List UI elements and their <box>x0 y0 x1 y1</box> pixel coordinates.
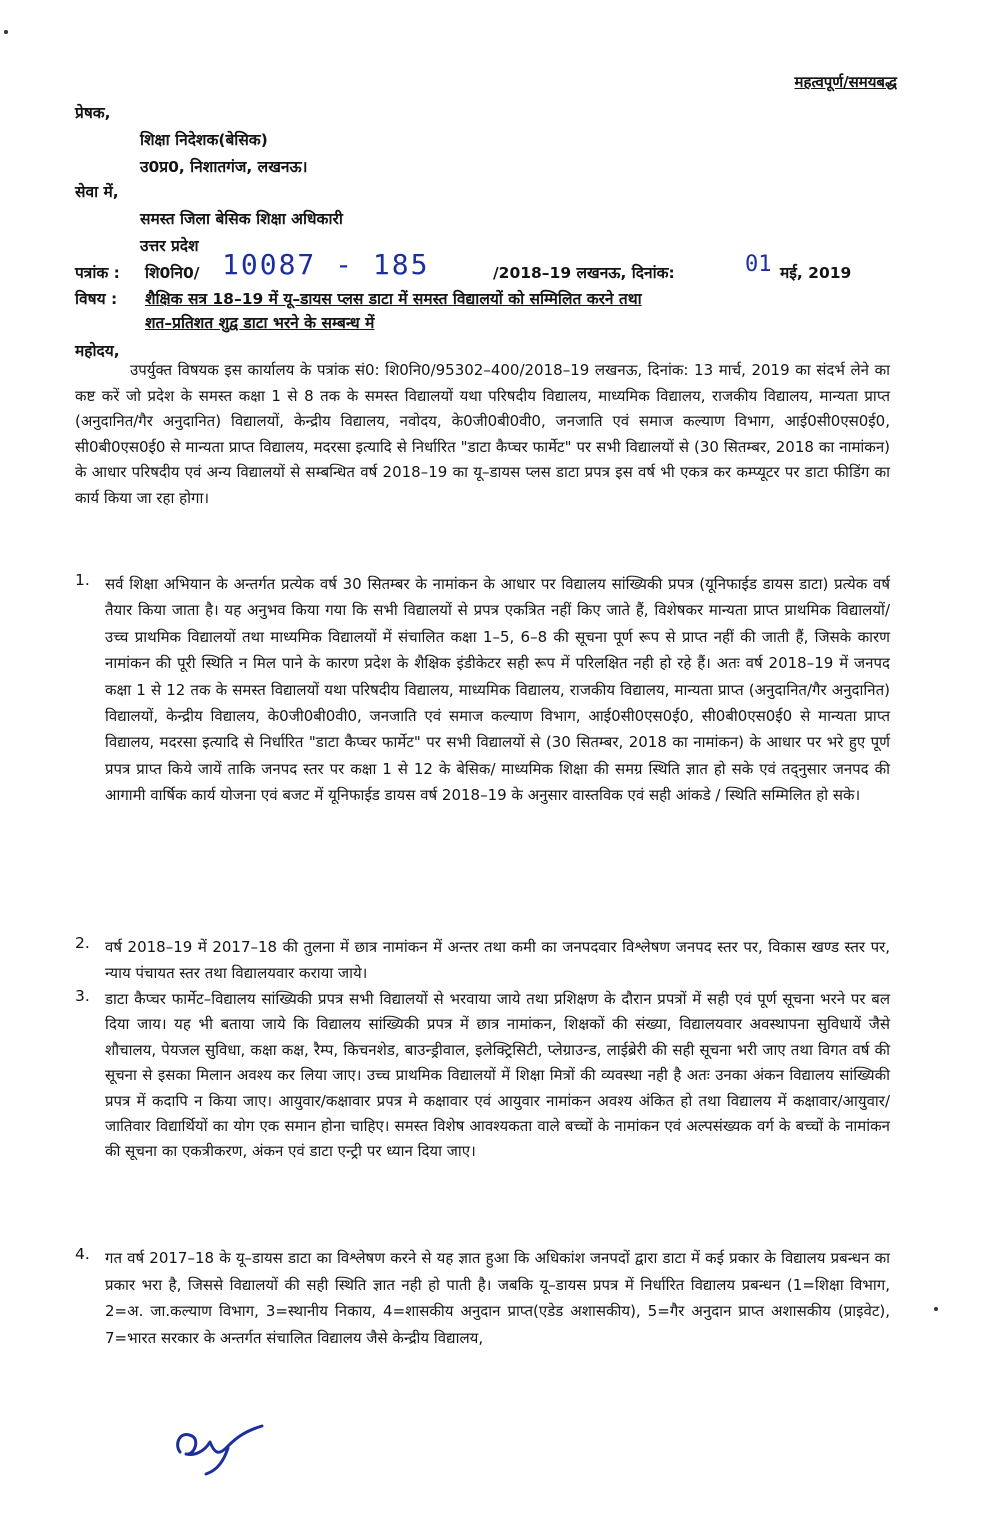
salutation: महोदय, <box>75 342 120 360</box>
reference-date: मई, 2019 <box>780 264 852 282</box>
handwritten-date-day: 01 <box>745 252 772 277</box>
point-text: गत वर्ष 2017–18 के यू–डायस डाटा का विश्लेषण करने से यह ज्ञात हुआ कि अधिकांश जनपदों द्वारा डाटा में कई प्रकार के विद्यालय प्रबन्धन का प्रकार भरा है, जिससे विद्यालयों की सही स्थिति ज्ञात नही हो पाती है। जबकि यू–डायस प्रपत्र में निर्धारित विद्यालय प्रबन्धन (1=शिक्षा विभाग, 2=अ. जा.कल्याण विभाग, 3=स्थानीय निकाय, 4=शासकीय अनुदान प्राप्त(एडेड अशासकीय), 5=गैर अनुदान प्राप्त अशासकीय (प्राइवेट), 7=भारत सरकार के अन्तर्गत संचालित विद्यालय जैसे केन्द्रीय विद्यालय, <box>105 1249 890 1347</box>
point-text: डाटा कैप्चर फार्मेट–विद्यालय सांख्यिकी प्रपत्र सभी विद्यालयों से भरवाया जाये तथा प्रशिक्षण के दौरान प्रपत्रों में सही एवं पूर्ण सूचना भरने पर बल दिया जाय। यह भी बताया जाये कि विद्यालय सांख्यिकी प्रपत्र में छात्र नामांकन, शिक्षकों की संख्या, विद्यालयवार अवस्थापना सुविधायें जैसे शौचालय, पेयजल सुविधा, कक्षा कक्ष, रैम्प, किचनशेड, बाउन्ड्रीवाल, इलेक्ट्रिसिटी, प्लेग्राउन्ड, लाईब्रेरी की सही सूचना भरी जाए तथा विगत वर्ष की सूचना से इसका मिलान अवश्य कर लिया जाए। उच्च प्राथमिक विद्यालयों में शिक्षा मित्रों की व्यवस्था नही है अतः उनका अंकन विद्यालय सांख्यिकी प्रपत्र में कदापि न किया जाए। आयुवार/कक्षावार प्रपत्र मे कक्षावार एवं आयुवार नामांकन अवश्य अंकित हो तथा विद्यालय में कक्षावार/आयुवार/जातिवार विद्यार्थियों का योग एक समान होना चाहिए। समस्त विशेष आवश्यकता वाले बच्चों के नामांकन एवं अल्पसंख्यक वर्ग के बच्चों के नामांकन की सूचना का एकत्रीकरण, अंकन एवं डाटा एन्ट्री पर ध्यान दिया जाए। <box>105 990 890 1161</box>
point-number: 2. <box>75 934 90 952</box>
sender-line-1: शिक्षा निदेशक(बेसिक) <box>140 131 268 149</box>
sender-line-2: उ0प्र0, निशातगंज, लखनऊ। <box>140 158 308 176</box>
scan-speck <box>934 1307 938 1311</box>
subject-label: विषय : <box>75 290 118 308</box>
point-text: सर्व शिक्षा अभियान के अन्तर्गत प्रत्येक वर्ष 30 सितम्बर के नामांकन के आधार पर विद्यालय सांख्यिकी प्रपत्र (यूनिफाईड डायस डाटा) प्रत्येक वर्ष तैयार किया जाता है। यह अनुभव किया गया कि सभी विद्यालयों से प्रपत्र एकत्रित नहीं किए जाते हैं, विशेषकर मान्यता प्राप्त प्राथमिक विद्यालयों/उच्च प्राथमिक विद्यालयों तथा माध्यमिक विद्यालयों में संचालित कक्षा 1–5, 6–8 की सूचना पूर्ण रूप से प्राप्त नहीं की जाती हैं, जिसके कारण नामांकन की पूरी स्थिति न मिल पाने के कारण प्रदेश के शैक्षिक इंडीकेटर सही रूप में परिलक्षित नही हो रहे हैं। अतः वर्ष 2018–19 में जनपद कक्षा 1 से 12 तक के समस्त विद्यालयों यथा परिषदीय विद्यालय, माध्यमिक विद्यालय, राजकीय विद्यालय, मान्यता प्राप्त (अनुदानित/गैर अनुदानित) विद्यालयों, केन्द्रीय विद्यालय, के0जी0बी0वी0, जनजाति एवं समाज कल्याण विभाग, आई0सी0एस0ई0, सी0बी0एस0ई0 से मान्यता प्राप्त विद्यालय, मदरसा इत्यादि से निर्धारित "डाटा कैप्चर फार्मेट" पर सभी विद्यालयों से (30 सितम्बर, 2018 का नामांकन) के आधार पर भरे हुए पूर्ण प्रपत्र प्राप्त किये जायें ताकि जनपद स्तर पर कक्षा 1 से 12 के बेसिक/ माध्यमिक शिक्षा की समग्र स्थिति ज्ञात हो सके एवं तद्नुसार जनपद की आगामी वार्षिक कार्य योजना एवं बजट में यूनिफाईड डायस वर्ष 2018–19 के अनुसार वास्तविक एवं सही आंकडे / स्थिति सम्मिलित हो सके। <box>105 575 890 805</box>
scan-speck <box>4 30 8 34</box>
reference-suffix: /2018–19 लखनऊ, दिनांक: <box>493 264 675 282</box>
reference-prefix: शि0नि0/ <box>145 264 200 282</box>
sender-label: प्रेषक, <box>75 104 111 122</box>
recipient-label: सेवा में, <box>75 183 119 201</box>
point-number: 4. <box>75 1245 90 1263</box>
subject-line-2: शत–प्रतिशत शुद्व डाटा भरने के सम्बन्ध में <box>145 314 375 332</box>
recipient-line-2: उत्तर प्रदेश <box>140 237 199 255</box>
point-number: 1. <box>75 571 90 589</box>
reference-label: पत्रांक : <box>75 264 120 282</box>
point-text: वर्ष 2018–19 में 2017–18 की तुलना में छात्र नामांकन में अन्तर तथा कमी का जनपदवार विश्लेषण जनपद स्तर पर, विकास खण्ड स्तर पर, न्याय पंचायत स्तर तथा विद्यालयवार कराया जाये। <box>105 938 890 983</box>
urgent-label: महत्वपूर्ण/समयबद्ध <box>794 73 897 91</box>
subject-line-1: शैक्षिक सत्र 18–19 में यू–डायस प्लस डाटा में समस्त विद्यालयों को सम्मिलित करने तथा <box>145 290 642 308</box>
handwritten-letter-number: 10087 - 185 <box>222 248 430 281</box>
recipient-line-1: समस्त जिला बेसिक शिक्षा अधिकारी <box>140 210 343 228</box>
intro-paragraph: उपर्युक्त विषयक इस कार्यालय के पत्रांक सं0: शि0नि0/95302–400/2018–19 लखनऊ, दिनांक: 13 मार्च, 2019 का संदर्भ लेने का कष्ट करें जो प्रदेश के समस्त कक्षा 1 से 8 तक के समस्त विद्यालयों यथा परिषदीय विद्यालय, माध्यमिक विद्यालय, राजकीय विद्यालय, मान्यता प्राप्त (अनुदानित/गैर अनुदानित) विद्यालयों, केन्द्रीय विद्यालय, नवोदय, के0जी0बी0वी0, जनजाति एवं समाज कल्याण विभाग, आई0सी0एस0ई0, सी0बी0एस0ई0 से मान्यता प्राप्त विद्यालय, मदरसा इत्यादि से निर्धारित "डाटा कैप्चर फार्मेट" पर सभी विद्यालयों से (30 सितम्बर, 2018 का नामांकन) के आधार परिषदीय एवं अन्य विद्यालयों से सम्बन्धित वर्ष 2018–19 का यू–डायस प्लस डाटा प्रपत्र इस वर्ष भी एकत्र कर कम्प्यूटर पर डाटा फीडिंग का कार्य किया जा रहा होगा। <box>75 361 890 507</box>
signature-initials <box>170 1412 270 1482</box>
point-number: 3. <box>75 987 90 1005</box>
